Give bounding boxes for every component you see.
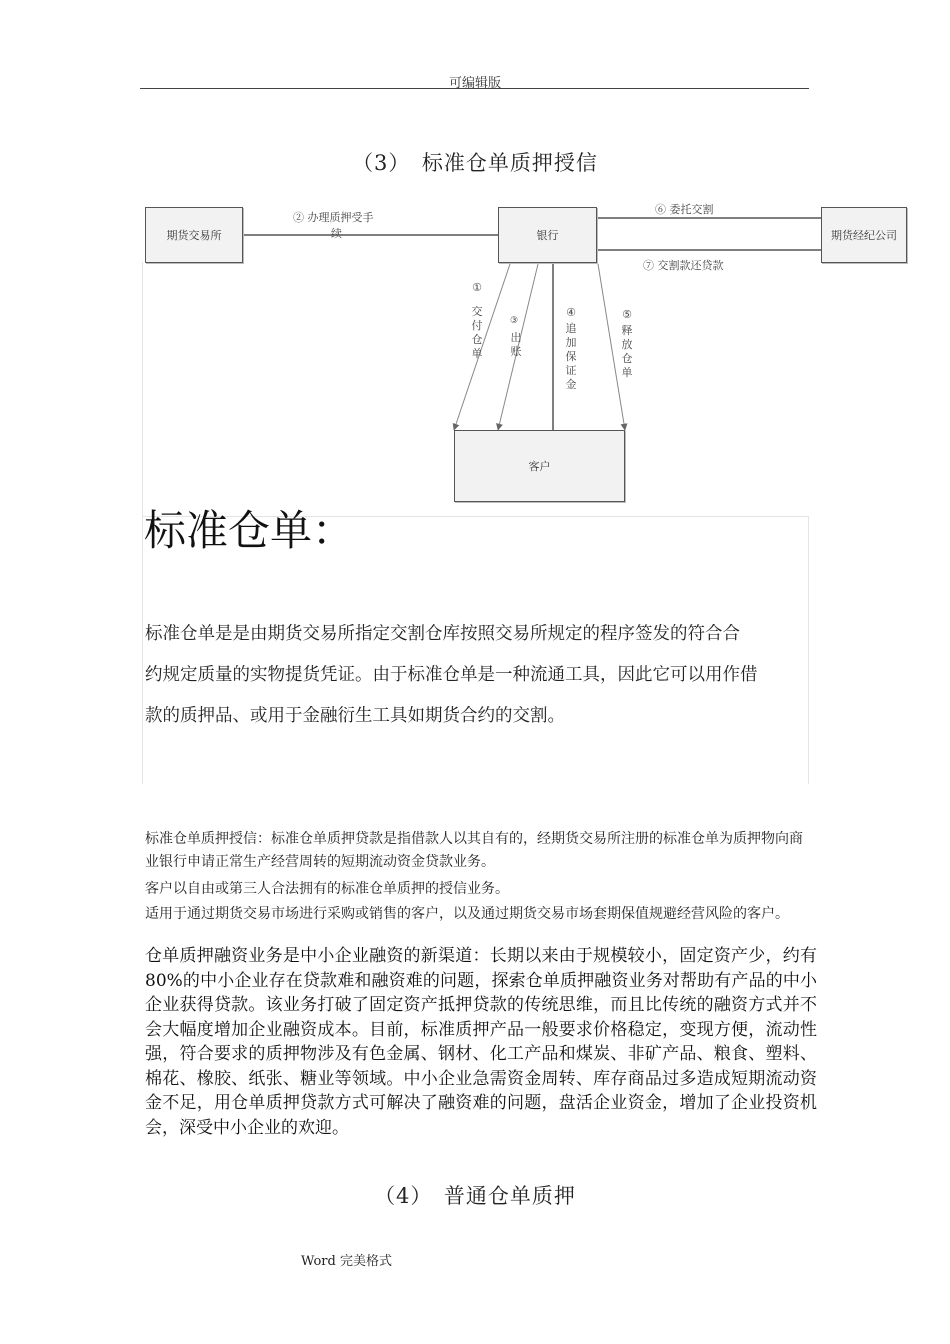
paragraph-customer-scope: 客户以自由或第三人合法拥有的标准仓单质押的授信业务。 <box>145 881 509 897</box>
section-3-title: （3） 标准仓单质押授信 <box>352 151 598 175</box>
frame-left-border <box>142 262 143 784</box>
node-futures-broker: 期货经纪公司 <box>821 207 907 263</box>
label-step-1-text: 交付仓单 <box>471 305 483 360</box>
paragraph-sme-financing: 仓单质押融资业务是中小企业融资的新渠道：长期以来由于规模较小，固定资产少，约有 80%的中小企业存在贷款难和融资难的问题，探索仓单质押融资业务对帮助有产品的中小企业获得贷款。该业务打破了固定资产抵押贷款的传统思维，而且比传统的融资方式并不会大幅度增加企业融资成本。目前，标准质押产品一般要求价格稳定，变现方便，流动性强，符合要求的质押物涉及有色金属、钢材、化工产品和煤炭、非矿产品、粮食、塑料、棉花、橡胶、纸张、糖业等领域。中小企业急需资金周转、库存商品过多造成短期流动资金不足，用仓单质押贷款方式可解决了融资难的问题，盘活企业资金，增加了企业投资机会，深受中小企业的欢迎。 <box>145 946 817 1138</box>
label-step-6: ⑥ 委托交割 <box>655 203 714 216</box>
flow-diagram <box>140 192 910 512</box>
definition-line-2: 约规定质量的实物提货凭证。由于标准仓单是一种流通工具，因此它可以用作借 <box>145 665 758 685</box>
header-rule <box>140 88 809 89</box>
paragraph-applicable-customers: 适用于通过期货交易市场进行采购或销售的客户，以及通过期货交易市场套期保值规避经营风险的客户。 <box>145 906 789 922</box>
label-step-1-num: ① <box>472 281 482 294</box>
label-step-4-num: ④ <box>566 306 576 319</box>
definition-line-3: 款的质押品、或用于金融衍生工具如期货合约的交割。 <box>145 706 565 726</box>
label-step-5-num: ⑤ <box>622 308 632 321</box>
page-footer: Word 完美格式 <box>301 1254 392 1269</box>
node-futures-exchange: 期货交易所 <box>145 207 243 263</box>
label-step-4-text: 追加保证金 <box>565 322 577 391</box>
label-step-2-line2: 续 <box>331 227 342 240</box>
label-step-7: ⑦ 交割款还贷款 <box>643 259 724 272</box>
frame-right-border <box>808 516 809 784</box>
definition-heading: 标准仓单： <box>144 506 355 555</box>
definition-line-1: 标准仓单是是由期货交易所指定交割仓库按照交易所规定的程序签发的符合合 <box>145 624 740 644</box>
paragraph-credit-definition: 标准仓单质押授信：标准仓单质押贷款是指借款人以其自有的，经期货交易所注册的标准仓单为质押物向商业银行申请正常生产经营周转的短期流动资金贷款业务。 <box>145 831 803 870</box>
page-header: 可编辑版 <box>448 76 501 91</box>
section-4-title: （4） 普通仓单质押 <box>374 1184 576 1208</box>
label-step-3-text: 出账 <box>510 331 522 358</box>
label-step-3-num: ③ <box>509 316 519 326</box>
node-bank: 银行 <box>498 207 597 263</box>
label-step-2-line1: ② 办理质押受手 <box>293 211 374 224</box>
label-step-5-text: 释放仓单 <box>621 324 633 379</box>
node-customer: 客户 <box>454 430 625 502</box>
